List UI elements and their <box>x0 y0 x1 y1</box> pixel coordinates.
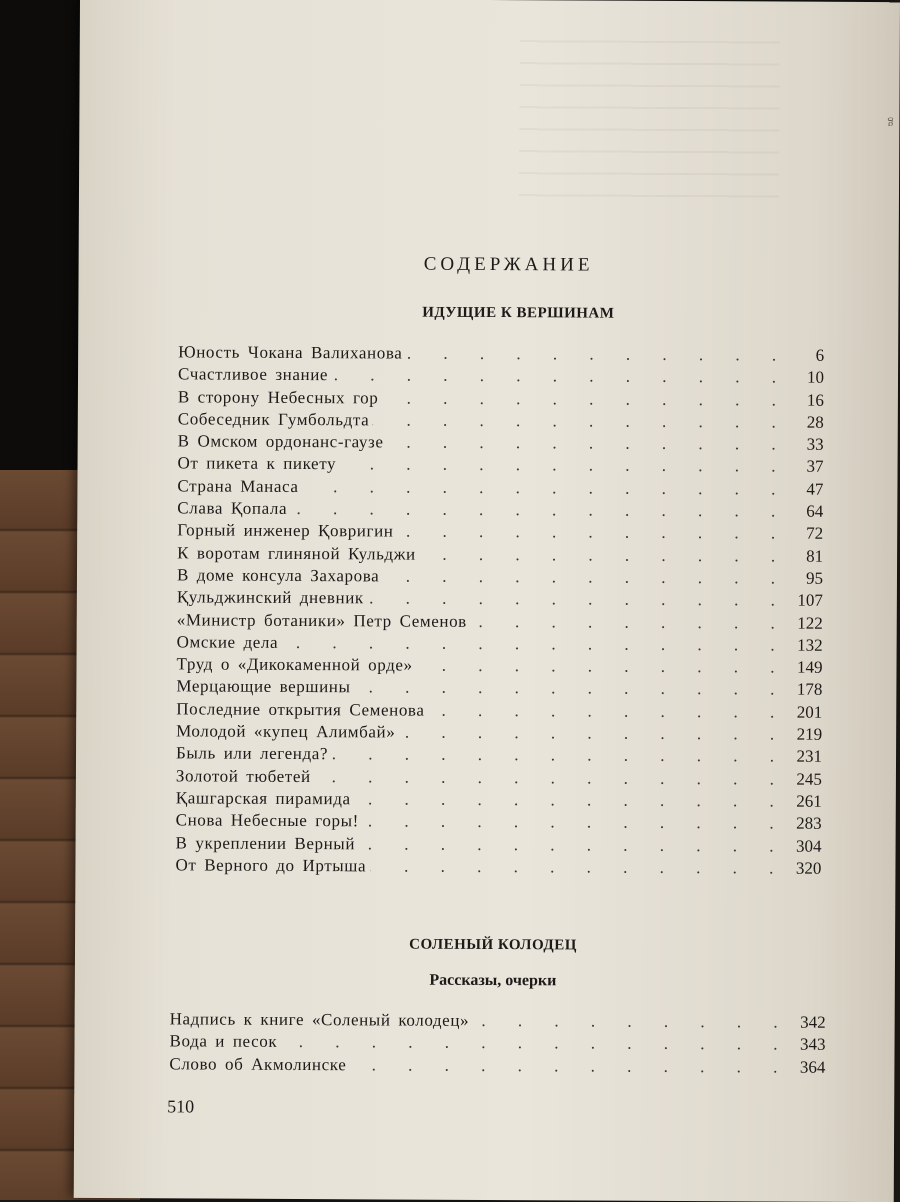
toc-entry-page: 132 <box>797 635 823 655</box>
dot-leader <box>382 387 790 411</box>
dot-leader <box>417 655 789 679</box>
dot-leader <box>355 788 788 812</box>
toc-entry-title: Қульджинский дневник <box>176 587 364 608</box>
toc-entry-title: Молодой «купец Алимбай» <box>176 721 396 742</box>
page-number: 510 <box>167 1096 195 1117</box>
toc-entry-title: Слово об Акмолинске <box>169 1053 347 1074</box>
toc-entry-title: Юность Чокана Валиханова <box>178 342 403 363</box>
dot-leader <box>406 343 790 367</box>
dot-leader <box>473 1010 792 1034</box>
toc-entry-page: 261 <box>796 791 822 811</box>
toc-entry-title: Надпись к книге «Соленый колодец» <box>169 1009 470 1030</box>
dot-leader <box>387 432 789 456</box>
toc-entry-title: Горный инженер Қовригин <box>177 520 394 541</box>
bleed-through-text <box>519 40 780 211</box>
dot-leader <box>281 1031 791 1056</box>
toc-list <box>175 341 824 880</box>
toc-entry-page: 364 <box>799 1057 826 1077</box>
toc-entry-page: 107 <box>797 590 823 611</box>
toc-entry-title: В Омском ордонанс-гаузе <box>177 431 384 452</box>
toc-entry-title: Золотой тюбетей <box>175 766 311 786</box>
toc-entry-page: 342 <box>800 1012 826 1032</box>
dot-leader <box>373 409 790 433</box>
toc-entry-page: 283 <box>796 813 822 833</box>
adjacent-page-edge: ᵷ <box>887 112 894 127</box>
toc-entry-page: 16 <box>806 390 824 410</box>
toc-entry-title: Снова Небесные горы! <box>175 810 359 831</box>
toc-entry <box>175 854 821 880</box>
dot-leader <box>315 766 788 790</box>
toc-entry-title: Омские дела <box>176 632 279 652</box>
toc-list <box>169 1008 825 1078</box>
toc-entry-page: 95 <box>805 568 824 588</box>
dot-leader <box>397 521 789 545</box>
toc-entry-page: 304 <box>796 836 822 856</box>
toc-entry-page: 343 <box>799 1034 826 1055</box>
toc-entry-page: 10 <box>806 367 825 388</box>
dot-leader <box>368 588 789 612</box>
toc-entry-page: 201 <box>796 702 823 722</box>
toc-entry-title: Счастливое знание <box>177 364 329 385</box>
toc-entry-title: Собеседник Гумбольдта <box>177 409 370 430</box>
dot-leader <box>291 498 789 523</box>
dot-leader <box>363 811 788 835</box>
toc-entry-title: От Верного до Иртыша <box>175 855 367 876</box>
toc-entry-title: Последние открытия Семенова <box>176 699 425 720</box>
dot-leader <box>340 454 790 478</box>
section-subheading: Рассказы, очерки <box>429 971 557 990</box>
toc-entry-title: В укреплении Верный <box>175 832 356 853</box>
dot-leader <box>302 476 789 501</box>
toc-entry-title: Вода и песок <box>169 1031 278 1052</box>
dot-leader <box>399 722 788 746</box>
toc-entry-page: 245 <box>796 769 822 789</box>
toc-entry-page: 64 <box>806 501 824 521</box>
toc-entry-title: Страна Манаса <box>177 476 299 496</box>
toc-entry-title: Қашгарская пирамида <box>175 788 351 809</box>
toc-entry-page: 178 <box>796 680 823 700</box>
dot-leader <box>354 677 788 701</box>
toc-entry-page: 149 <box>796 657 823 677</box>
toc-entry-title: «Министр ботаники» Петр Семенов <box>176 609 467 631</box>
toc-entry-title: От пикета к пикету <box>177 453 337 474</box>
toc-entry-title: Мерцающие вершины <box>176 676 351 697</box>
toc-entry-page: 28 <box>806 412 824 432</box>
toc-entry-page: 6 <box>815 345 825 365</box>
toc-entry-page: 72 <box>806 524 824 544</box>
contents-title: СОДЕРЖАНИЕ <box>423 253 594 276</box>
toc-entry-page: 320 <box>795 858 822 878</box>
dot-leader <box>383 565 789 589</box>
toc-entry-title: Труд о «Дикокаменной орде» <box>176 654 413 675</box>
toc-entry-title: Слава Қопала <box>177 498 288 519</box>
toc-entry-title: В доме консула Захарова <box>176 565 380 586</box>
dot-leader <box>332 744 788 768</box>
section-heading: ИДУЩИЕ К ВЕРШИНАМ <box>422 304 615 322</box>
toc-entry-page: 219 <box>796 724 823 744</box>
dot-leader <box>332 364 790 388</box>
toc-entry-page: 231 <box>796 746 823 767</box>
toc-entry-page: 122 <box>797 613 823 633</box>
toc-entry-page: 37 <box>806 457 824 477</box>
dot-leader <box>282 632 789 657</box>
section-heading: СОЛЕНЫЙ КОЛОДЕЦ <box>409 936 577 954</box>
toc-entry-title: В сторону Небесных гор <box>177 386 379 408</box>
dot-leader <box>420 543 789 567</box>
toc-entry-title: К воротам глиняной Кульджи <box>177 543 416 564</box>
dot-leader <box>471 610 789 634</box>
book-page <box>74 0 900 1202</box>
dot-leader <box>370 855 787 879</box>
dot-leader <box>359 833 788 857</box>
toc-entry-page: 33 <box>806 434 824 454</box>
toc-entry-page: 81 <box>806 546 824 566</box>
toc-entry-page: 47 <box>806 479 824 499</box>
dot-leader <box>350 1054 791 1078</box>
toc-entry-title: Быль или легенда? <box>176 743 329 764</box>
toc-entry <box>169 1053 825 1079</box>
dot-leader <box>428 699 788 723</box>
